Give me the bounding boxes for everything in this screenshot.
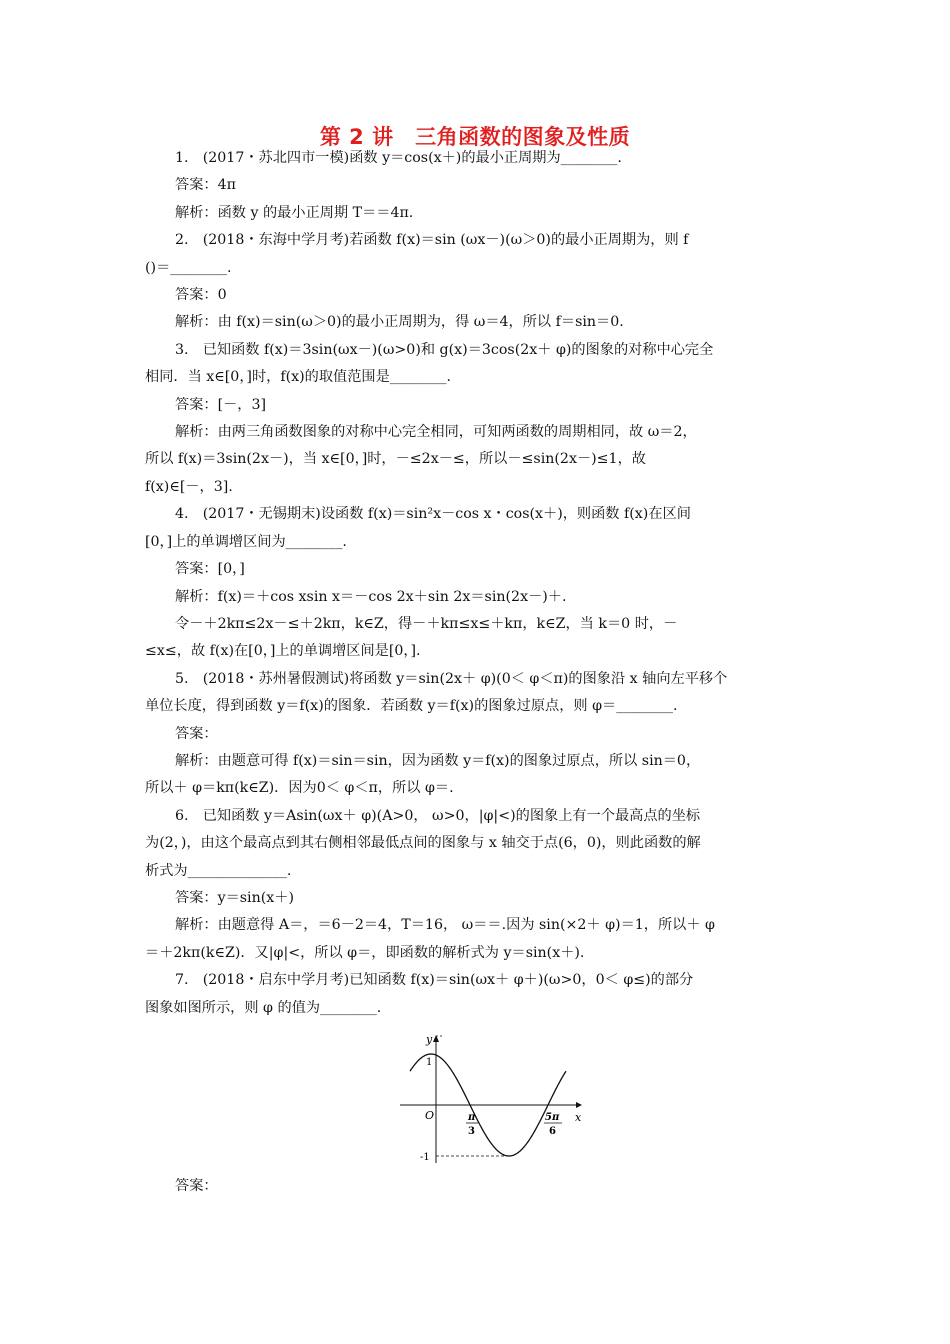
text-line: ≤x≤，故 f(x)在[0，]上的单调增区间是[0，]. — [145, 643, 421, 660]
text-line: [0，]上的单调增区间为________. — [145, 533, 347, 550]
text-line: 令－＋2kπ≤2x－≤＋2kπ，k∈Z，得－＋kπ≤x≤＋kπ，k∈Z，当 k＝0 时，－ — [175, 615, 678, 632]
text-line: 1. (2017・苏北四市一模)函数 y＝cos(x＋)的最小正周期为________. — [175, 150, 622, 166]
text-line: 答案：4π — [175, 177, 236, 194]
text-line: 3. 已知函数 f(x)＝3sin(ωx－)(ω>0)和 g(x)＝3cos(2x＋ φ)的图象的对称中心完全 — [175, 341, 714, 358]
y-axis-label: y — [426, 1033, 433, 1046]
document-body — [145, 145, 805, 1022]
text-line: 答案：y＝sin(x＋) — [175, 889, 294, 906]
text-line: ＝＋2kπ(k∈Z)．又|φ|<，所以 φ＝，即函数的解析式为 y＝sin(x＋). — [145, 944, 585, 961]
text-line: 单位长度，得到函数 y＝f(x)的图象．若函数 y＝f(x)的图象过原点，则 φ＝________. — [145, 698, 678, 715]
y-min-label: -1 — [420, 1152, 430, 1163]
text-line: 解析：由两三角函数图象的对称中心完全相同，可知两函数的周期相同，故 ω＝2， — [175, 424, 697, 441]
x-axis-label: x — [575, 1111, 582, 1124]
x-axis-arrow — [576, 1102, 582, 1108]
tick-pi-3-den: 3 — [468, 1126, 475, 1137]
text-line: 相同．当 x∈[0，]时，f(x)的取值范围是________. — [145, 369, 452, 386]
tick-5pi-6-num: 5π — [545, 1112, 560, 1123]
question-7-answer-label: 答案： — [175, 1178, 218, 1194]
text-line: 答案：[0，] — [175, 561, 245, 578]
tick-pi-3-num: π — [468, 1112, 476, 1123]
text-line: 解析：f(x)＝＋cos xsin x＝－cos 2x＋sin 2x＝sin(2x－)＋. — [175, 588, 567, 605]
text-line: 7. (2018・启东中学月考)已知函数 f(x)＝sin(ωx＋ φ＋)(ω>0，0＜ φ≤)的部分 — [175, 972, 694, 989]
text-line: f(x)∈[－，3]. — [145, 478, 233, 495]
text-line: 答案：0 — [175, 287, 227, 304]
text-line: 解析：由题意得 A＝，＝6－2＝4，T＝16， ω＝＝.因为 sin(×2＋ φ)＝1，所以＋ φ — [175, 917, 715, 934]
text-line: ()＝________. — [145, 259, 232, 276]
sine-graph-svg — [398, 1030, 588, 1166]
page-title: 第 2 讲 三角函数的图象及性质 — [319, 125, 631, 149]
text-line: 所以＋ φ＝kπ(k∈Z)．因为0＜ φ＜π，所以 φ＝. — [145, 780, 454, 797]
text-line: 为(2，)，由这个最高点到其右侧相邻最低点间的图象与 x 轴交于点(6，0)，则此函数的解 — [145, 835, 701, 852]
text-line: 析式为______________. — [145, 862, 292, 879]
text-line: 答案：[－，3] — [175, 396, 267, 413]
y-max-label: 1 — [426, 1057, 433, 1068]
origin-label: O — [425, 1109, 435, 1122]
text-line: 解析：函数 y 的最小正周期 T＝＝4π. — [175, 204, 414, 221]
text-line: 图象如图所示，则 φ 的值为________. — [145, 999, 382, 1016]
text-line: 解析：由 f(x)＝sin(ω＞0)的最小正周期为，得 ω＝4，所以 f＝sin＝0. — [175, 314, 624, 331]
text-line: 答案： — [175, 725, 218, 742]
text-line: 4. (2017・无锡期末)设函数 f(x)＝sin²x－cos x・cos(x＋)，则函数 f(x)在区间 — [175, 506, 691, 523]
text-line: 2. (2018・东海中学月考)若函数 f(x)＝sin (ωx－)(ω＞0)的最小正周期为，则 f — [175, 232, 689, 249]
tick-5pi-6-den: 6 — [549, 1126, 556, 1137]
text-line: 5. (2018・苏州暑假测试)将函数 y＝sin(2x＋ φ)(0＜ φ＜π)的图象沿 x 轴向左平移个 — [175, 670, 728, 687]
text-line: 所以 f(x)＝3sin(2x－)，当 x∈[0，]时，－≤2x－≤，所以－≤sin(2x－)≤1，故 — [145, 451, 646, 468]
sine-graph-figure — [398, 1030, 588, 1166]
text-line: 6. 已知函数 y＝Asin(ωx＋ φ)(A>0， ω>0，|φ|<)的图象上有一个最高点的坐标 — [175, 807, 701, 824]
text-line: 解析：由题意可得 f(x)＝sin＝sin，因为函数 y＝f(x)的图象过原点，所以 sin＝0， — [175, 752, 701, 769]
